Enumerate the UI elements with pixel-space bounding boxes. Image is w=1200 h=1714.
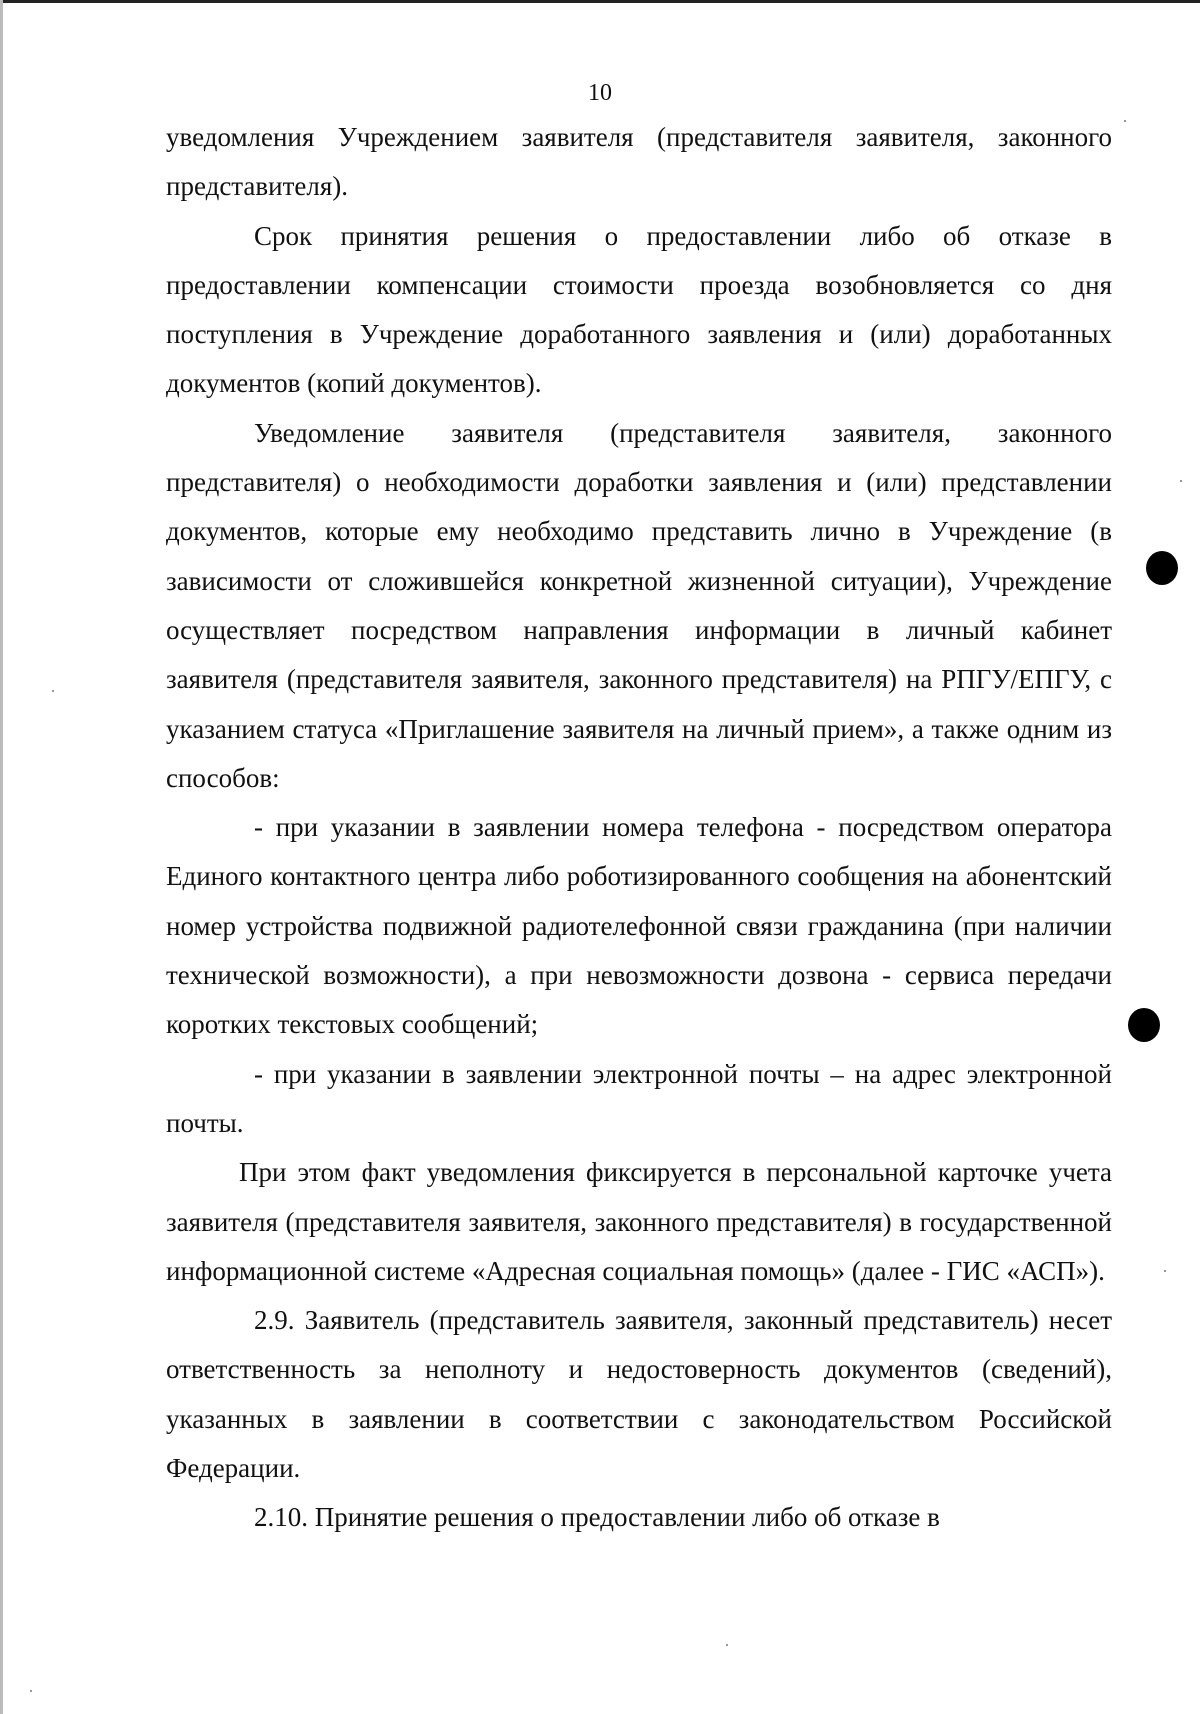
scan-left-edge xyxy=(0,0,3,1714)
page-number: 10 xyxy=(588,80,612,106)
scan-speck xyxy=(52,690,54,692)
paragraph-2-9: 2.9. Заявитель (представитель заявителя, законный представитель) несет ответственность за неполноту и недостоверность документов (сведений), указанных в заявлении в соответствии с законодательством Российской Федерации. xyxy=(166,1305,1112,1484)
punch-hole-mark xyxy=(1128,1008,1160,1042)
list-item-email: - при указании в заявлении электронной почты – на адрес электронной почты. xyxy=(166,1058,1112,1138)
scan-speck xyxy=(1164,1270,1166,1272)
scan-speck xyxy=(1180,480,1182,482)
list-item-phone: - при указании в заявлении номера телефона - посредством оператора Единого контактного центра либо роботизированного сообщения на абонентский номер устройства подвижной радиотелефонной связи гражданина (при наличии технической возможности), а при невозможности дозвона - сервиса передачи коротких текстовых сообщений; xyxy=(166,812,1112,1040)
paragraph-decision-term: Срок принятия решения о предоставлении либо об отказе в предоставлении компенсации стоимости проезда возобновляется со дня поступления в Учреждение доработанного заявления и (или) доработанных документов (копий документов). xyxy=(166,220,1112,399)
scan-speck xyxy=(1124,120,1126,122)
scan-speck xyxy=(726,1644,728,1646)
scan-speck xyxy=(30,1690,32,1692)
paragraph-continuation: уведомления Учреждением заявителя (представителя заявителя, законного представителя). xyxy=(166,122,1112,202)
scan-top-border xyxy=(0,0,1200,3)
paragraph-gis-asp: При этом факт уведомления фиксируется в персональной карточке учета заявителя (представителя заявителя, законного представителя) в государственной информационной системе «Адресная социальная помощь» (далее - ГИС «АСП»). xyxy=(166,1157,1112,1286)
document-body xyxy=(166,113,1112,1543)
paragraph-2-10: 2.10. Принятие решения о предоставлении либо об отказе в xyxy=(254,1502,940,1533)
paragraph-notification: Уведомление заявителя (представителя заявителя, законного представителя) о необходимости доработки заявления и (или) представлении документов, которые ему необходимо представить лично в Учреждение (в зависимости от сложившейся конкретной жизненной ситуации), Учреждение осуществляет посредством направления информации в личный кабинет заявителя (представителя заявителя, законного представителя) на РПГУ/ЕПГУ, с указанием статуса «Приглашение заявителя на личный прием», а также одним из способов: xyxy=(166,417,1112,793)
punch-hole-mark xyxy=(1146,551,1178,585)
